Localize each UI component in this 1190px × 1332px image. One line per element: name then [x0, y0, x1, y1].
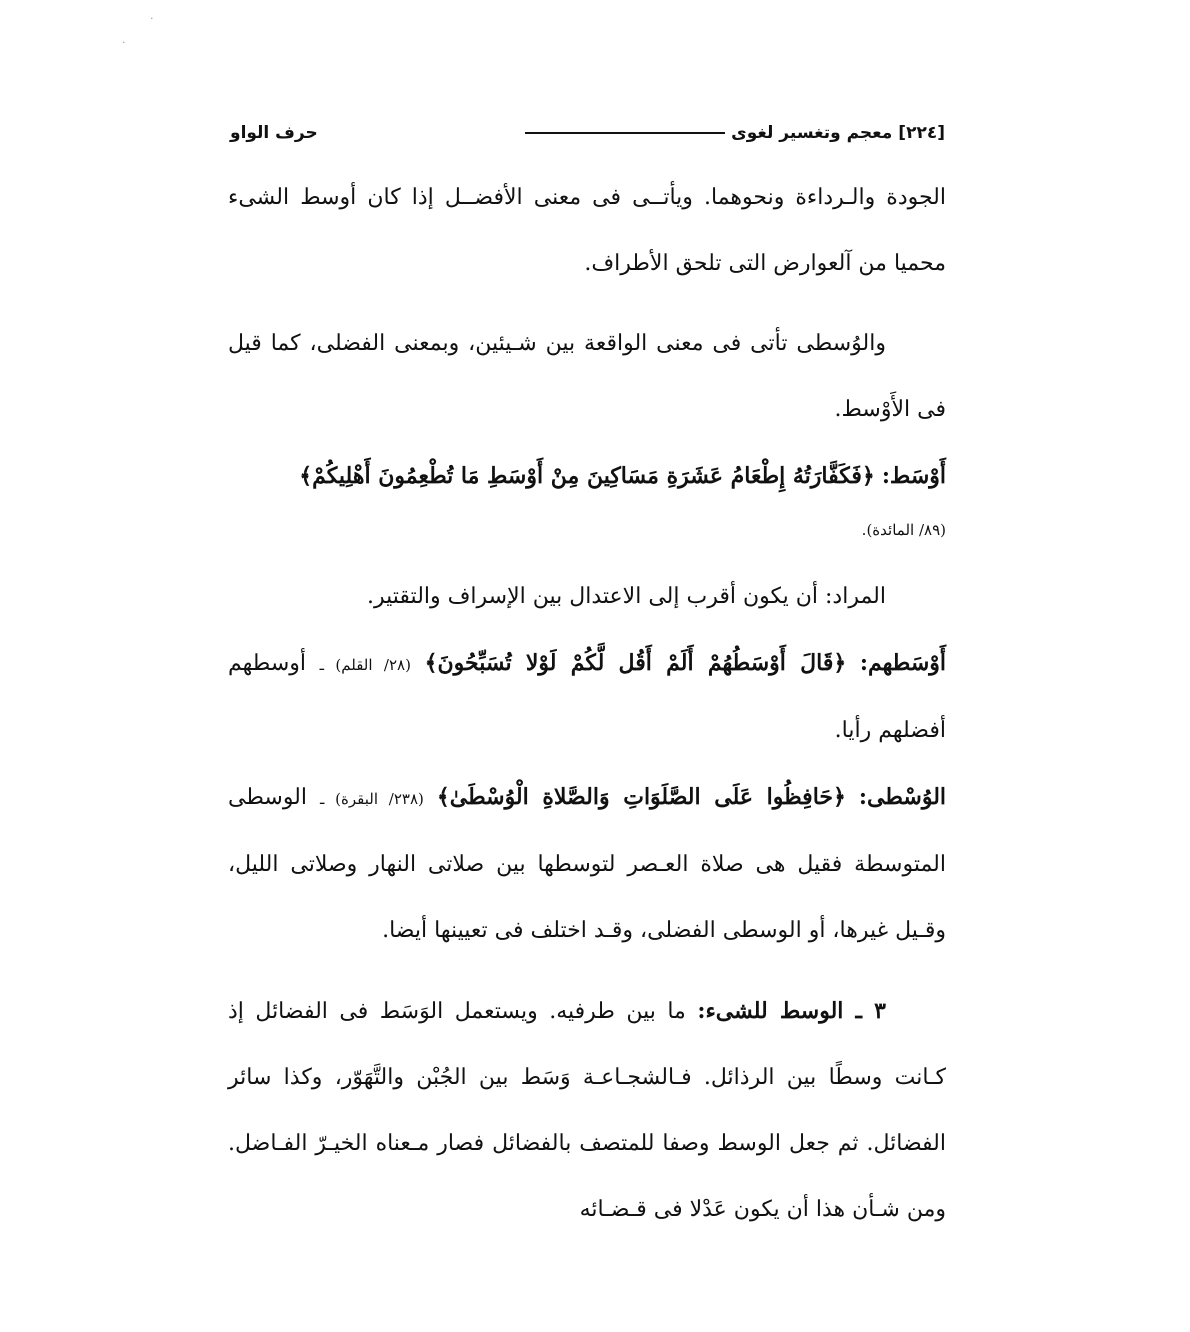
- scan-speck: ·: [122, 36, 126, 49]
- book-title: معجم وتغسير لغوى: [731, 123, 893, 143]
- verse-reference: (٢٨/ القلم) ـ: [319, 656, 411, 674]
- entry-awsat: [228, 443, 946, 510]
- header-rule: [525, 132, 725, 134]
- page-body: [228, 165, 946, 1243]
- verse-reference: (٨٩/ المائدة).: [861, 521, 946, 539]
- entry-meaning: المراد: أن يكون أقرب إلى الاعتدال بين الإسراف والتقتير.: [367, 584, 886, 609]
- section-3-text: ما بين طرفيه. ويستعمل الوَسَط فى الفضائل إذ كـانت وسطًا بين الرذائل. فـالشجـاعـة وَسَط بين الجُبْن والتَّهَوّر، وكذا سائر الفضائل. ثم جعل الوسط وصفا للمتصف بالفضائل فصار مـعناه الخيـرّ الفـاضل. ومن شـأن هذا أن يكون عَدْلا فى قـضـائه: [228, 999, 946, 1222]
- section-3-label: ٣ ـ الوسط للشىء:: [697, 998, 886, 1024]
- section-3: [228, 978, 946, 1243]
- entry-term: الوُسْطى:: [858, 784, 947, 810]
- section-title: حرف الواو: [230, 123, 318, 143]
- running-header: [230, 118, 945, 148]
- quran-verse: ﴿حَافِظُوا عَلَى الصَّلَوَاتِ وَالصَّلاةِ الْوُسْطَىٰ﴾: [436, 784, 846, 810]
- entry-term: أَوْسَط:: [881, 463, 946, 489]
- verse-reference: (٢٣٨/ البقرة) ـ: [320, 790, 424, 808]
- paragraph: الجودة والـرداءة ونحوهما. ويأتــى فى معنى الأفضــل إذا كان أوسط الشىء محميا من آلعوارض التى تلحق الأطراف.: [228, 185, 946, 276]
- entry-meaning: الوسطى المتوسطة فقيل هى صلاة العـصر لتوسطها بين صلاتى النهار وصلاتى الليل، وقـيل غيرها، أو الوسطى الفضلى، وقـد اختلف فى تعيينها أيضا.: [228, 785, 946, 943]
- entry-awsatuhum: [228, 630, 946, 764]
- scan-speck: ·: [150, 12, 154, 25]
- entry-term: أَوْسَطهم:: [859, 650, 946, 676]
- entry-wusta: [228, 764, 946, 964]
- page-number: [٢٢٤]: [898, 123, 945, 143]
- quran-verse: ﴿قَالَ أَوْسَطُهُمْ أَلَمْ أَقُل لَّكُمْ لَوْلا تُسَبِّحُونَ﴾: [424, 650, 847, 676]
- quran-verse: ﴿فَكَفَّارَتُهُ إِطْعَامُ عَشَرَةِ مَسَاكِينَ مِنْ أَوْسَطِ مَا تُطْعِمُونَ أَهْلِيكُمْ﴾: [299, 463, 875, 489]
- entry-meaning: أوسطهم أفضلهم رأيا.: [228, 651, 946, 743]
- paragraph: والوُسطى تأتى فى معنى الواقعة بين شـيئين، وبمعنى الفضلى، كما قيل فى الأَوْسط.: [228, 331, 946, 422]
